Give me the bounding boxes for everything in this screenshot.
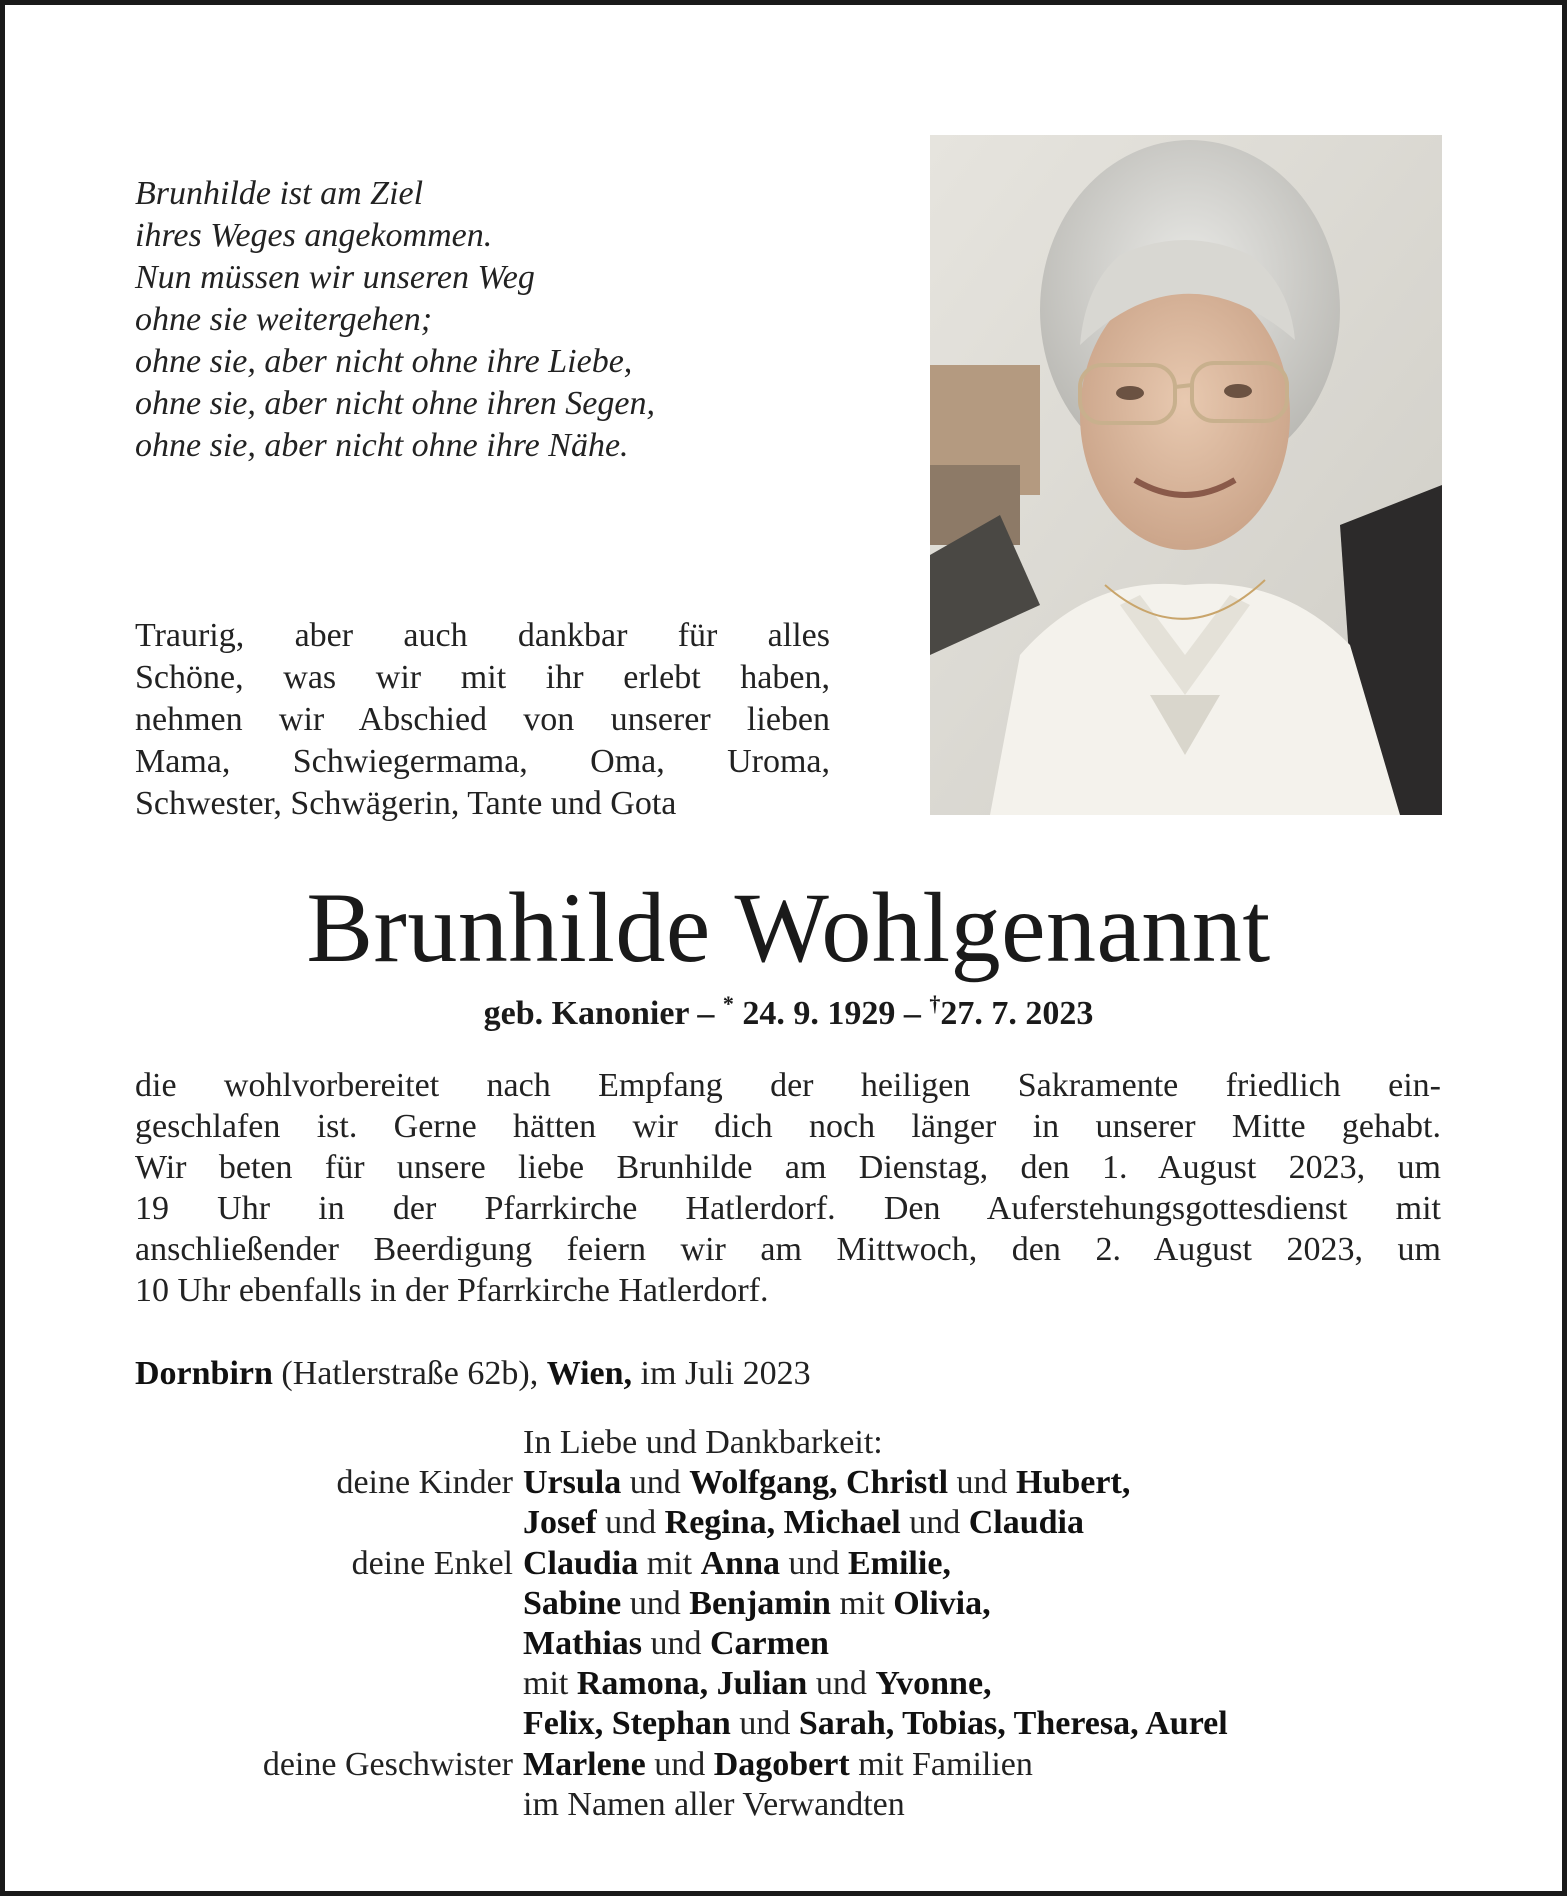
relative-names <box>523 1704 1567 1744</box>
body-line: die wohlvorbereitet nach Empfang der heiligen Sakramente friedlich ein- <box>135 1067 1441 1104</box>
connector-text: und <box>645 1745 714 1783</box>
relative-name: Felix, Stephan <box>523 1705 731 1743</box>
connector-text: mit <box>523 1665 577 1703</box>
connector-text: mit <box>638 1544 701 1582</box>
mourners-row <box>5 1745 1567 1785</box>
poem-line: ohne sie, aber nicht ohne ihren Segen, <box>135 385 655 422</box>
connector-text: und <box>900 1504 969 1542</box>
relative-name: Regina, Michael <box>664 1504 901 1542</box>
relative-name: Josef <box>523 1504 597 1542</box>
connector-text: im Namen aller Verwandten <box>523 1785 905 1823</box>
relation-label: deine Kinder <box>336 1464 513 1502</box>
relative-name: Hubert, <box>1016 1464 1131 1502</box>
relative-name: Ramona, Julian <box>576 1665 808 1703</box>
relation-label: deine Enkel <box>351 1544 513 1582</box>
relative-name: Wolfgang, Christl <box>689 1464 949 1502</box>
relative-name: Anna <box>700 1544 780 1582</box>
relative-name: Claudia <box>968 1504 1084 1542</box>
relative-name: Sabine <box>523 1584 622 1622</box>
connector-text: und <box>621 1584 690 1622</box>
birth-name: geb. Kanonier <box>483 995 689 1032</box>
birth-symbol: * <box>722 991 734 1016</box>
death-date: 27. 7. 2023 <box>940 995 1094 1032</box>
body-line: Wir beten für unsere liebe Brunhilde am Dienstag, den 1. August 2023, um <box>135 1149 1441 1186</box>
death-symbol: † <box>929 991 941 1016</box>
connector-text: und <box>642 1625 710 1663</box>
announcement-text <box>135 1065 1441 1311</box>
relation-label <box>5 1624 523 1664</box>
relative-name: Marlene <box>523 1745 646 1783</box>
intro-paragraph <box>135 615 830 825</box>
connector-text: mit <box>830 1584 894 1622</box>
connector-text: und <box>948 1464 1017 1502</box>
poem-line: ohne sie, aber nicht ohne ihre Liebe, <box>135 343 633 380</box>
dash: – <box>697 995 715 1032</box>
relative-names <box>523 1463 1567 1503</box>
relation-label <box>5 1584 523 1624</box>
portrait-photo <box>930 135 1442 815</box>
body-line: 10 Uhr ebenfalls in der Pfarrkirche Hatlerdorf. <box>135 1272 769 1309</box>
poem-line: ihres Weges angekommen. <box>135 217 493 254</box>
relative-name: Mathias <box>523 1625 642 1663</box>
intro-line: Mama, Schwiegermama, Oma, Uroma, <box>135 743 830 780</box>
mourners-row <box>5 1785 1567 1825</box>
place-date: im Juli 2023 <box>640 1355 811 1392</box>
dash: – <box>903 995 921 1032</box>
poem-line: Nun müssen wir unseren Weg <box>135 259 535 296</box>
relative-names <box>523 1503 1567 1543</box>
mourners-row <box>5 1584 1567 1624</box>
relation-label <box>5 1704 523 1744</box>
relative-names <box>523 1785 1567 1825</box>
mourners-heading-row <box>5 1423 1567 1463</box>
poem-line: Brunhilde ist am Ziel <box>135 175 424 212</box>
relation-label: deine Geschwister <box>262 1745 513 1783</box>
relative-name: Benjamin <box>689 1584 831 1622</box>
connector-text: und <box>730 1705 799 1743</box>
body-line: 19 Uhr in der Pfarrkirche Hatlerdorf. Den Auferstehungsgottesdienst mit <box>135 1190 1441 1227</box>
intro-line: Schöne, was wir mit ihr erlebt haben, <box>135 659 830 696</box>
relation-label <box>5 1664 523 1704</box>
relative-names <box>523 1745 1567 1785</box>
connector-text: und <box>596 1504 665 1542</box>
relative-name: Sarah, Tobias, Theresa, Aurel <box>798 1705 1228 1743</box>
mourners-row <box>5 1624 1567 1664</box>
body-line: anschließender Beerdigung feiern wir am Mittwoch, den 2. August 2023, um <box>135 1231 1441 1268</box>
poem-line: ohne sie weitergehen; <box>135 301 433 338</box>
connector-text: mit Familien <box>849 1745 1033 1783</box>
relative-names <box>523 1624 1567 1664</box>
mourners-row <box>5 1544 1567 1584</box>
relative-name: Dagobert <box>713 1745 850 1783</box>
mourners-row <box>5 1704 1567 1744</box>
relative-names <box>523 1544 1567 1584</box>
connector-text: und <box>807 1665 876 1703</box>
mourners-list <box>5 1423 1567 1825</box>
relative-name: Claudia <box>523 1544 639 1582</box>
relative-names <box>523 1664 1567 1704</box>
relation-label <box>5 1785 523 1825</box>
intro-line: nehmen wir Abschied von unserer lieben <box>135 701 830 738</box>
place-address: (Hatlerstraße 62b), <box>281 1355 539 1392</box>
intro-line: Traurig, aber auch dankbar für alles <box>135 617 830 654</box>
mourners-row <box>5 1664 1567 1704</box>
relative-name: Olivia, <box>893 1584 991 1622</box>
mourners-heading: In Liebe und Dankbarkeit: <box>523 1424 883 1461</box>
life-dates <box>5 993 1567 1035</box>
mourners-row <box>5 1463 1567 1503</box>
relative-name: Carmen <box>710 1625 829 1663</box>
connector-text: und <box>779 1544 848 1582</box>
place-city: Dornbirn <box>135 1355 273 1392</box>
poem-line: ohne sie, aber nicht ohne ihre Nähe. <box>135 427 629 464</box>
mourners-row <box>5 1503 1567 1543</box>
relation-label <box>5 1503 523 1543</box>
memorial-poem <box>135 173 655 467</box>
relative-name: Yvonne, <box>875 1665 992 1703</box>
body-line: geschlafen ist. Gerne hätten wir dich noch länger in unserer Mitte gehabt. <box>135 1108 1441 1145</box>
place-date-line <box>135 1353 811 1395</box>
deceased-name: Brunhilde Wohlgenannt <box>306 872 1271 983</box>
relative-names <box>523 1584 1567 1624</box>
connector-text: und <box>621 1464 690 1502</box>
intro-line: Schwester, Schwägerin, Tante und Gota <box>135 785 677 822</box>
relative-name: Ursula <box>523 1464 622 1502</box>
relative-name: Emilie, <box>847 1544 951 1582</box>
birth-date: 24. 9. 1929 <box>742 995 896 1032</box>
place-city: Wien, <box>546 1355 633 1392</box>
